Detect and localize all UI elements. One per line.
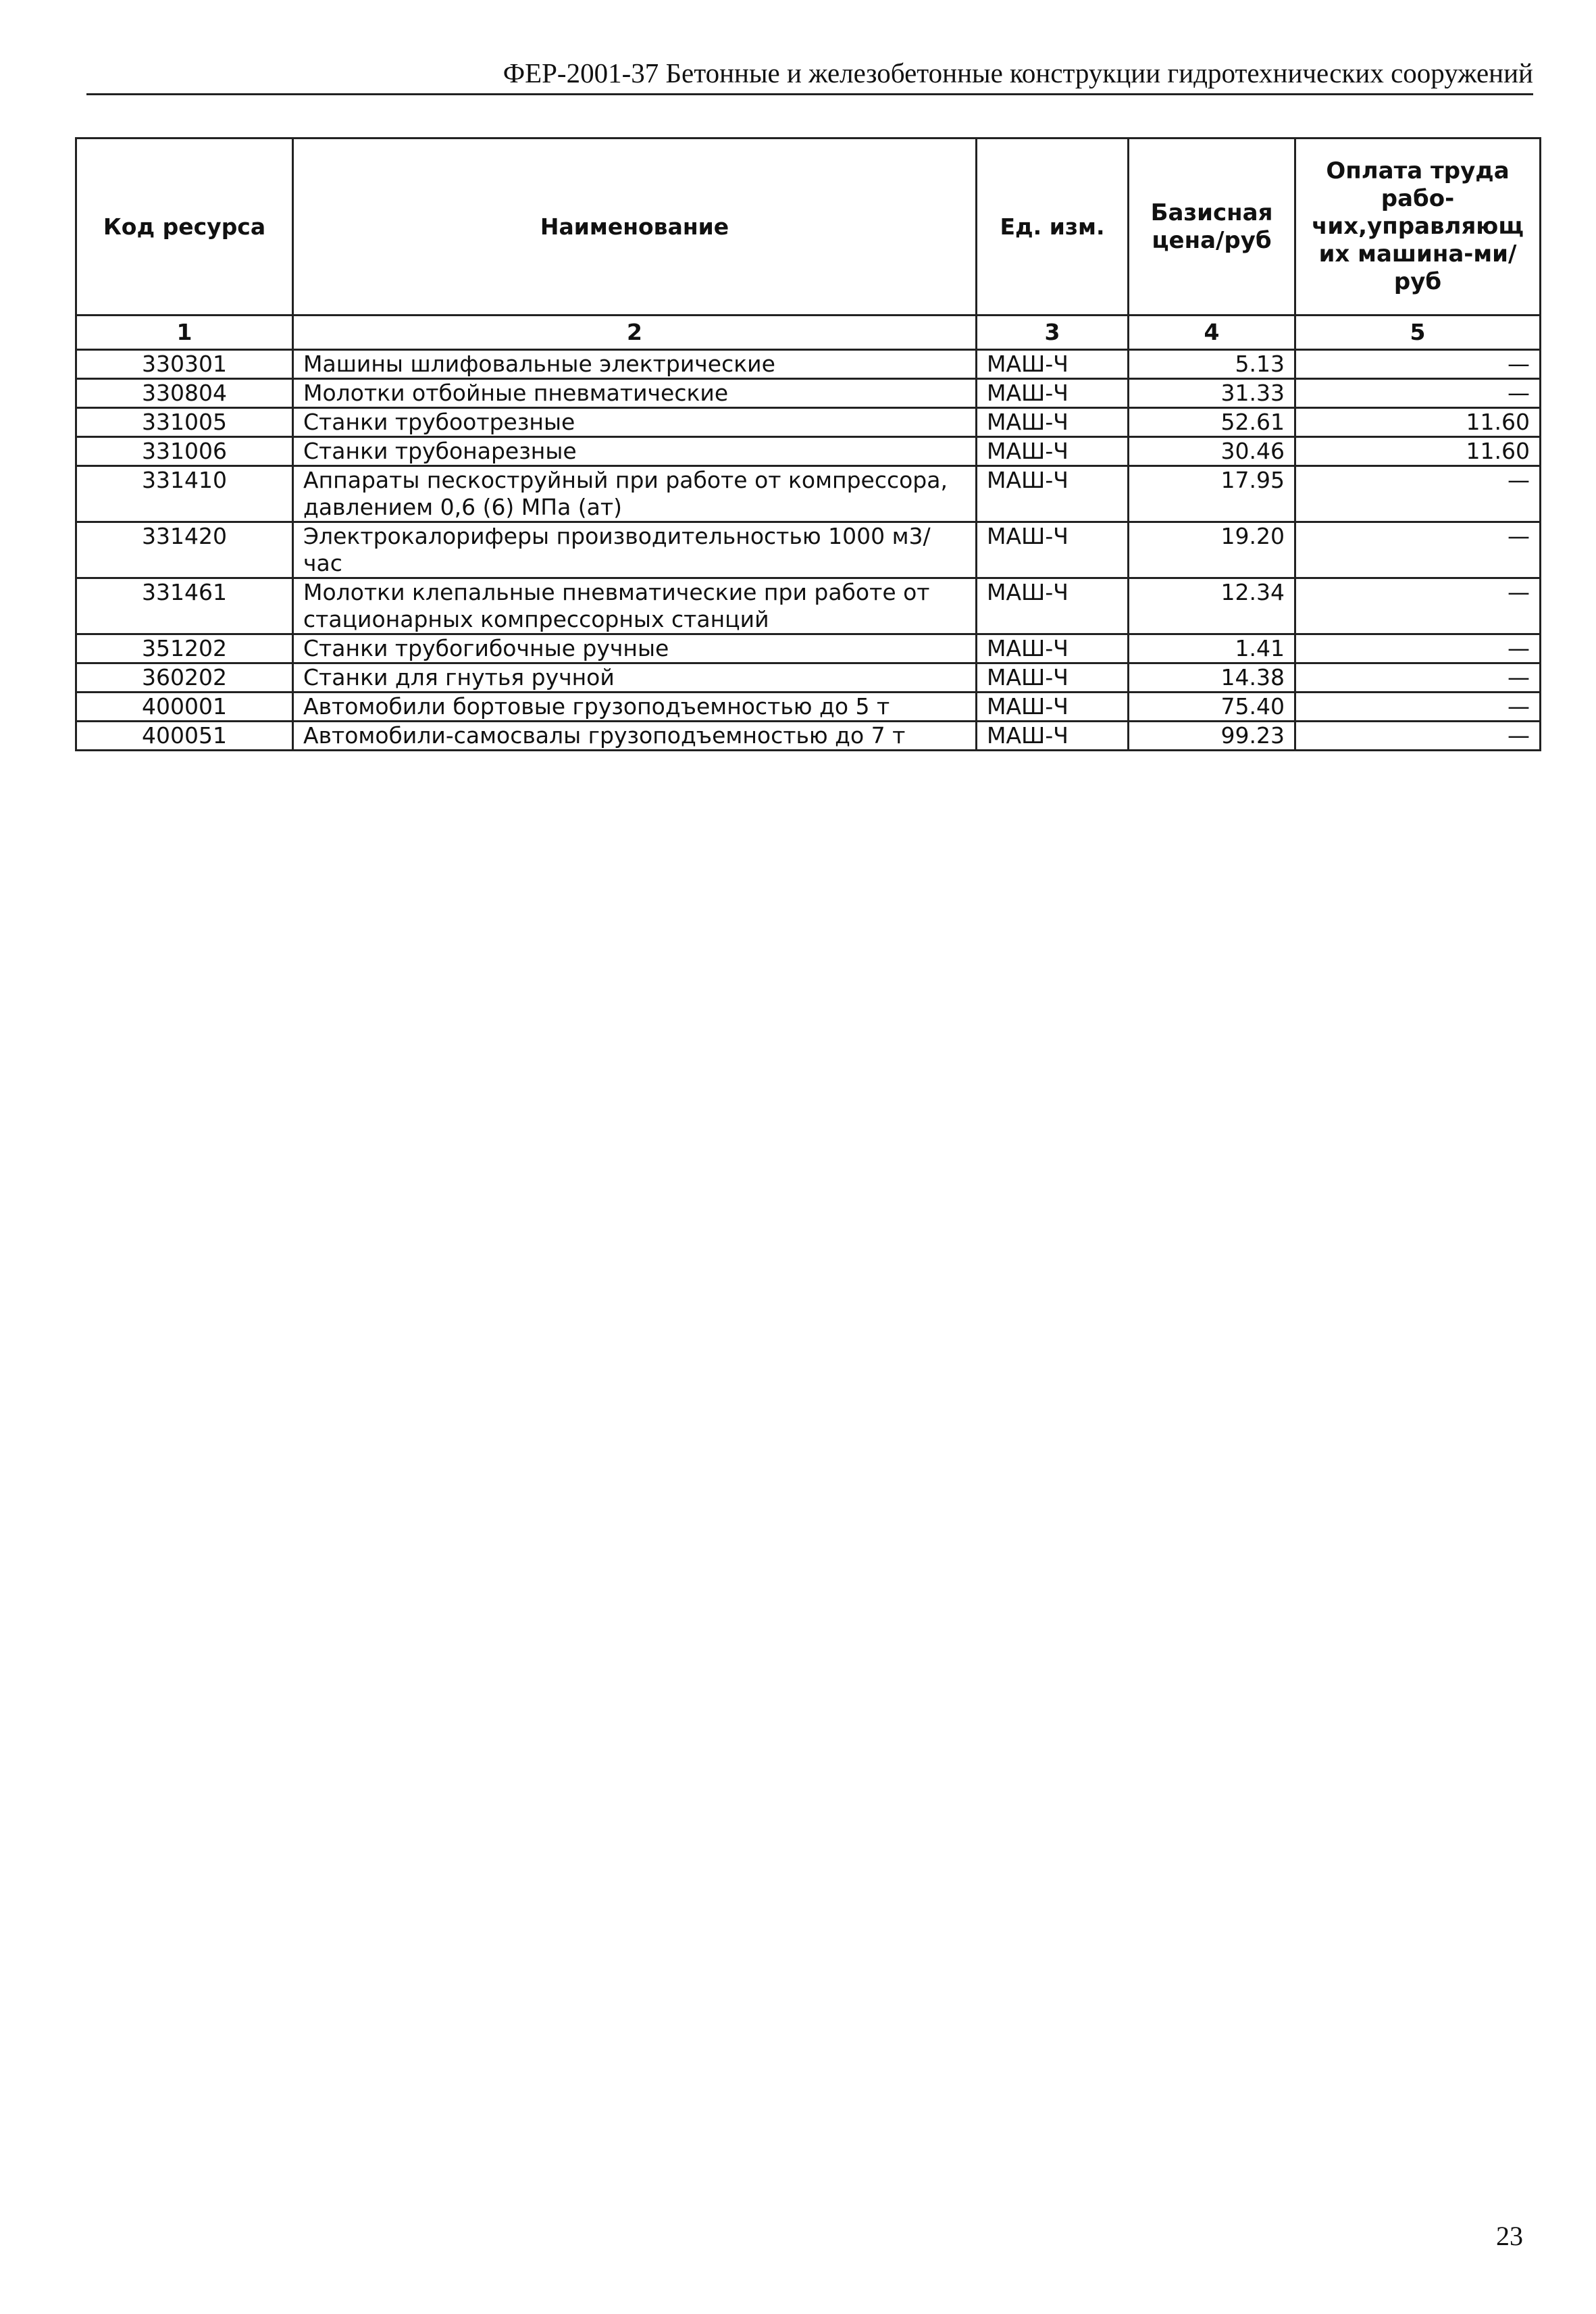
cell-name: Молотки отбойные пневматические bbox=[293, 379, 977, 408]
cell-price: 14.38 bbox=[1129, 663, 1295, 693]
cell-unit: МАШ-Ч bbox=[977, 522, 1129, 578]
cell-pay: — bbox=[1295, 379, 1541, 408]
cell-code: 331006 bbox=[76, 437, 293, 466]
cell-pay: — bbox=[1295, 350, 1541, 379]
cell-pay: — bbox=[1295, 693, 1541, 722]
cell-code: 331005 bbox=[76, 408, 293, 437]
cell-name: Молотки клепальные пневматические при работе от стационарных компрессорных станций bbox=[293, 578, 977, 634]
table-row bbox=[76, 634, 1541, 663]
column-number: 4 bbox=[1129, 316, 1295, 350]
column-number: 1 bbox=[76, 316, 293, 350]
table-row bbox=[76, 437, 1541, 466]
cell-pay: — bbox=[1295, 466, 1541, 522]
cell-price: 99.23 bbox=[1129, 722, 1295, 751]
column-number: 2 bbox=[293, 316, 977, 350]
cell-unit: МАШ-Ч bbox=[977, 466, 1129, 522]
cell-code: 400001 bbox=[76, 693, 293, 722]
cell-price: 1.41 bbox=[1129, 634, 1295, 663]
column-header-unit: Ед. изм. bbox=[977, 139, 1129, 316]
cell-pay: — bbox=[1295, 522, 1541, 578]
table-row bbox=[76, 722, 1541, 751]
cell-price: 75.40 bbox=[1129, 693, 1295, 722]
resource-table bbox=[75, 137, 1541, 751]
cell-price: 19.20 bbox=[1129, 522, 1295, 578]
column-header-name: Наименование bbox=[293, 139, 977, 316]
cell-unit: МАШ-Ч bbox=[977, 722, 1129, 751]
cell-price: 5.13 bbox=[1129, 350, 1295, 379]
column-number-row bbox=[76, 316, 1541, 350]
cell-unit: МАШ-Ч bbox=[977, 408, 1129, 437]
cell-price: 52.61 bbox=[1129, 408, 1295, 437]
cell-pay: — bbox=[1295, 722, 1541, 751]
cell-code: 330301 bbox=[76, 350, 293, 379]
table-header-row bbox=[76, 139, 1541, 316]
cell-name: Станки трубогибочные ручные bbox=[293, 634, 977, 663]
page-header-title: ФЕР-2001-37 Бетонные и железобетонные конструкции гидротехнических сооружений bbox=[503, 57, 1533, 89]
header-rule bbox=[86, 93, 1533, 95]
table-row bbox=[76, 379, 1541, 408]
cell-unit: МАШ-Ч bbox=[977, 578, 1129, 634]
cell-name: Автомобили бортовые грузоподъемностью до 5 т bbox=[293, 693, 977, 722]
column-number: 5 bbox=[1295, 316, 1541, 350]
table-row bbox=[76, 466, 1541, 522]
table-row bbox=[76, 693, 1541, 722]
cell-name: Станки трубоотрезные bbox=[293, 408, 977, 437]
cell-name: Аппараты пескоструйный при работе от компрессора, давлением 0,6 (6) МПа (ат) bbox=[293, 466, 977, 522]
cell-unit: МАШ-Ч bbox=[977, 437, 1129, 466]
column-header-price: Базисная цена/руб bbox=[1129, 139, 1295, 316]
cell-pay: — bbox=[1295, 578, 1541, 634]
cell-unit: МАШ-Ч bbox=[977, 663, 1129, 693]
cell-price: 30.46 bbox=[1129, 437, 1295, 466]
cell-pay: — bbox=[1295, 634, 1541, 663]
cell-code: 360202 bbox=[76, 663, 293, 693]
cell-code: 400051 bbox=[76, 722, 293, 751]
cell-pay: — bbox=[1295, 663, 1541, 693]
cell-unit: МАШ-Ч bbox=[977, 379, 1129, 408]
table-row bbox=[76, 578, 1541, 634]
cell-pay: 11.60 bbox=[1295, 437, 1541, 466]
cell-name: Станки трубонарезные bbox=[293, 437, 977, 466]
cell-price: 31.33 bbox=[1129, 379, 1295, 408]
cell-name: Электрокалориферы производительностью 1000 м3/час bbox=[293, 522, 977, 578]
cell-name: Автомобили-самосвалы грузоподъемностью до 7 т bbox=[293, 722, 977, 751]
table-row bbox=[76, 663, 1541, 693]
column-header-pay: Оплата труда рабо-чих,управляющ их машина-ми/руб bbox=[1295, 139, 1541, 316]
cell-code: 331461 bbox=[76, 578, 293, 634]
column-header-code: Код ресурса bbox=[76, 139, 293, 316]
column-number: 3 bbox=[977, 316, 1129, 350]
table-row bbox=[76, 522, 1541, 578]
cell-unit: МАШ-Ч bbox=[977, 693, 1129, 722]
cell-code: 351202 bbox=[76, 634, 293, 663]
cell-name: Станки для гнутья ручной bbox=[293, 663, 977, 693]
cell-price: 17.95 bbox=[1129, 466, 1295, 522]
cell-unit: МАШ-Ч bbox=[977, 634, 1129, 663]
cell-price: 12.34 bbox=[1129, 578, 1295, 634]
cell-code: 330804 bbox=[76, 379, 293, 408]
cell-pay: 11.60 bbox=[1295, 408, 1541, 437]
page-number: 23 bbox=[1496, 2221, 1523, 2251]
cell-code: 331420 bbox=[76, 522, 293, 578]
cell-code: 331410 bbox=[76, 466, 293, 522]
cell-unit: МАШ-Ч bbox=[977, 350, 1129, 379]
table-row bbox=[76, 350, 1541, 379]
cell-name: Машины шлифовальные электрические bbox=[293, 350, 977, 379]
table-row bbox=[76, 408, 1541, 437]
